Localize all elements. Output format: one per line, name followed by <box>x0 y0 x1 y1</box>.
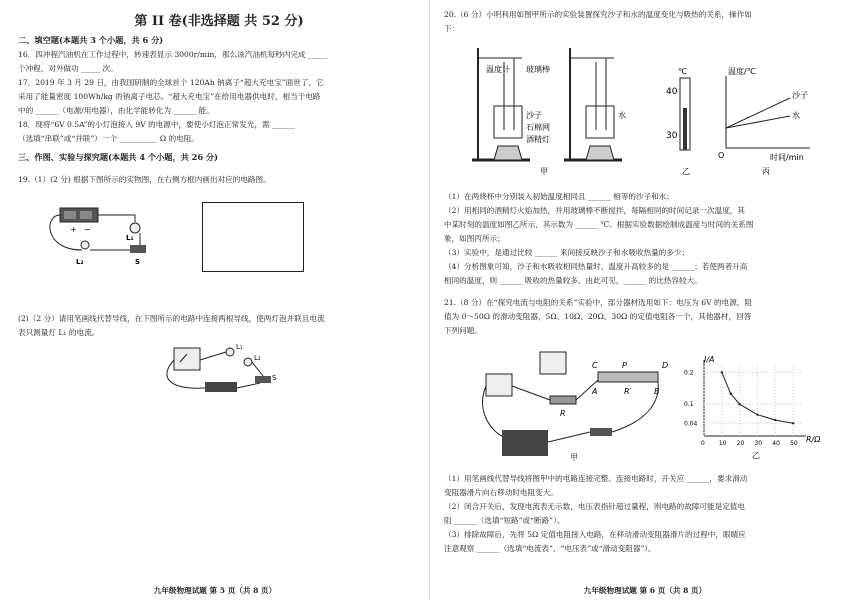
chart-y-label: I/A <box>704 355 715 364</box>
q19-parallel-figure <box>160 340 290 400</box>
wire <box>98 215 135 222</box>
sand-label: 沙子 <box>526 111 542 120</box>
thermometer-mercury <box>683 108 687 150</box>
s-label: S <box>272 374 277 382</box>
q17-line2: 采用了能量密度 100Wh/kg 的钠离子电芯。“超大充电宝”在给用电器供电时，相当于电路 <box>18 92 321 101</box>
section-3-heading: 三、作图、实验与探究题(本题共 4 个小题，共 26 分) <box>18 152 218 162</box>
q20-step1: （1）在两烧杯中分别装入初始温度相同且 ______ 相等的沙子和水； <box>444 192 674 201</box>
data-point <box>774 419 776 421</box>
page5-footer: 九年级物理试题 第 5 页（共 8 页） <box>153 586 277 595</box>
data-point <box>738 403 740 405</box>
chart-x-label: R/Ω <box>806 435 821 444</box>
switch-s <box>130 245 146 253</box>
data-point <box>792 422 794 424</box>
right-page <box>430 0 860 600</box>
fig-bing-label: 丙 <box>762 167 770 176</box>
d-label: D <box>662 361 669 370</box>
l2-label: L₂ <box>76 258 84 266</box>
x-tick-label: 10 <box>718 440 727 447</box>
section-2-heading: 二、填空题(本题共 3 个小题，共 6 分) <box>18 35 164 45</box>
battery <box>502 430 548 456</box>
t40-label: 40 <box>666 87 678 97</box>
q17-line3: 中的 ______（电源/用电器），由化学能转化为 ______ 能。 <box>18 106 214 115</box>
q20-steps <box>444 190 844 338</box>
fig-jia-label: 甲 <box>570 453 578 462</box>
q16-line2: 个冲程，对外做功 _____ 次。 <box>18 64 118 73</box>
asbestos-label: 石棉网 <box>526 123 550 132</box>
q20-line2: 下： <box>444 24 460 33</box>
y-tick-label: 0.2 <box>684 369 694 377</box>
lamp-l1 <box>226 348 234 356</box>
sand-line <box>726 98 790 128</box>
page6-footer: 九年级物理试题 第 6 页（共 8 页） <box>583 586 707 595</box>
paper-part-title: 第 II 卷(非选择题 共 52 分) <box>134 14 304 29</box>
a-label: A <box>592 387 598 396</box>
l1-label: L₁ <box>126 234 134 242</box>
q19-part1: 19.（1）(2 分) 根据下图所示的实物图，在右侧方框内画出对应的电路图。 <box>18 175 271 184</box>
answer-box[interactable] <box>202 202 304 272</box>
q19-part2-line1: (2)（2 分）请用笔画线代替导线，在下图所示的电路中连接两根导线，使两灯泡并联且电流 <box>18 314 325 323</box>
minus-label: − <box>84 225 91 234</box>
data-point <box>721 371 723 373</box>
l2-label: L₂ <box>254 354 261 362</box>
q21-circuit-figure <box>480 350 680 462</box>
origin-label: O <box>718 151 725 160</box>
q19-circuit-figure <box>40 200 170 270</box>
battery-cell <box>64 211 76 219</box>
q20-step2-line1: （2）用相同的酒精灯火焰加热，并用玻璃棒不断搅拌，每隔相同的时间记录一次温度，其 <box>444 206 745 215</box>
ammeter <box>174 348 200 370</box>
q21-a3-line2: 注意观察 ______（选填“电流表”、“电压表”或“滑动变阻器”）。 <box>444 544 656 553</box>
q21-line3: 下列问题。 <box>444 326 482 335</box>
q20-step4-line1: （4）分析图象可知，沙子和水吸收相同热量时，温度升高较多的是 ______；若使两者升高 <box>444 262 748 271</box>
battery <box>205 382 237 392</box>
lamp-label: 酒精灯 <box>526 135 550 144</box>
x-tick-label: 50 <box>790 440 798 447</box>
b-label: B <box>654 387 660 396</box>
x-tick-label: 40 <box>772 440 780 447</box>
rheostat <box>598 372 658 382</box>
q21-current-resistance-chart <box>682 350 832 462</box>
switch <box>255 376 271 383</box>
s-label: S <box>135 258 141 266</box>
data-point <box>730 392 732 394</box>
l1-label: L₁ <box>236 343 243 351</box>
x-tick-label: 0 <box>701 440 705 447</box>
fig-jia-label: 甲 <box>540 167 548 176</box>
p-label: P <box>622 361 627 370</box>
q20-apparatus-figure <box>470 38 820 178</box>
switch <box>590 428 612 436</box>
q21-answers <box>444 472 844 556</box>
celsius-label: ℃ <box>678 67 687 76</box>
q21-a1-line2: 变阻器滑片向右移动时电阻变大。 <box>444 488 558 497</box>
lamp-l1 <box>130 223 140 233</box>
water-line-label: 水 <box>792 111 800 120</box>
water-line <box>726 116 790 128</box>
y-tick-label: 0.1 <box>684 401 694 409</box>
y-tick-label: 0.04 <box>684 420 698 428</box>
q19-part2-line2: 表只测量灯 L₁ 的电流。 <box>18 328 100 337</box>
q20-step3: （3）实验中，是通过比较 ______ 来间接反映沙子和水吸收热量的多少； <box>444 248 690 257</box>
glass-rod-label: 玻璃棒 <box>526 65 550 74</box>
lamp-l2 <box>81 241 89 249</box>
graph-x-label: 时间/min <box>770 153 804 162</box>
data-point <box>756 413 758 415</box>
q20-step2-line3: 象，如图丙所示； <box>444 234 505 243</box>
c-label: C <box>592 361 598 370</box>
q20-step4-line2: 相同的温度，则 ______ 吸收的热量较多。由此可见，______ 的比热容较大。 <box>444 276 702 285</box>
water-label: 水 <box>618 111 626 120</box>
q17-line1: 17．2019 年 3 月 29 日，由我国研制的全球首个 120Ah 钠离子“超大充电宝”面世了，它 <box>18 78 324 87</box>
thermometer-label: 温度计 <box>486 65 510 74</box>
q18-line1: 18．现将“6V 0.5A”的小灯泡接入 9V 的电源中，要使小灯泡正常发光，需 ______ <box>18 120 295 129</box>
fig-yi-label: 乙 <box>752 451 760 460</box>
sand-line-label: 沙子 <box>792 91 808 100</box>
q21-a1-line1: （1）用笔画线代替导线将图甲中的电路连接完整。连接电路时，开关应 ______，要求滑动 <box>444 474 748 483</box>
q21-line2: 值为 0～50Ω 的滑动变阻器，5Ω、10Ω、20Ω、30Ω 的定值电阻各一个，其他器材，回答 <box>444 312 752 321</box>
r-label: R <box>560 409 566 418</box>
plus-label: + <box>70 225 77 234</box>
q21-line1: 21.（8 分）在“探究电流与电阻的关系”实验中，部分器材选用如下：电压为 6V 的电源，阻 <box>444 298 753 307</box>
q21-a2-line2: 阻 ______（选填“短路”或“断路”）。 <box>444 516 565 525</box>
fixed-resistor-r <box>550 396 576 404</box>
rprime-label: R′ <box>624 387 632 396</box>
q18-line2: （选填“串联”或“并联”）一个 __________ Ω 的电阻。 <box>18 134 199 143</box>
q20-line1: 20.（6 分）小明利用如图甲所示的实验装置探究沙子和水的温度变化与吸热的关系，操作如 <box>444 10 752 19</box>
q16-line1: 16．四冲程汽油机在工作过程中，转速表显示 3000r/min，那么该汽油机每秒内完成 _____ <box>18 50 327 59</box>
graph-y-label: 温度/℃ <box>728 67 756 76</box>
q20-step2-line2: 中某时刻的温度如图乙所示，其示数为 ______ ℃。根据实验数据绘制成温度与时间的关系图 <box>444 220 754 229</box>
lamp-l2 <box>244 358 252 366</box>
voltmeter <box>540 352 566 374</box>
fig-yi-label: 乙 <box>682 167 690 176</box>
ammeter <box>486 374 512 396</box>
q21-a2-line1: （2）闭合开关后，发现电流表无示数，电压表指针超过量程，则电路的故障可能是定值电 <box>444 502 745 511</box>
battery-cell <box>80 211 92 219</box>
t30-label: 30 <box>666 131 678 141</box>
stand-water <box>564 48 622 160</box>
q21-a3-line1: （3）排除故障后，先将 5Ω 定值电阻接入电路，在移动滑动变阻器滑片的过程中，眼睛应 <box>444 530 746 539</box>
x-tick-label: 20 <box>736 440 745 447</box>
x-tick-label: 30 <box>754 440 763 447</box>
